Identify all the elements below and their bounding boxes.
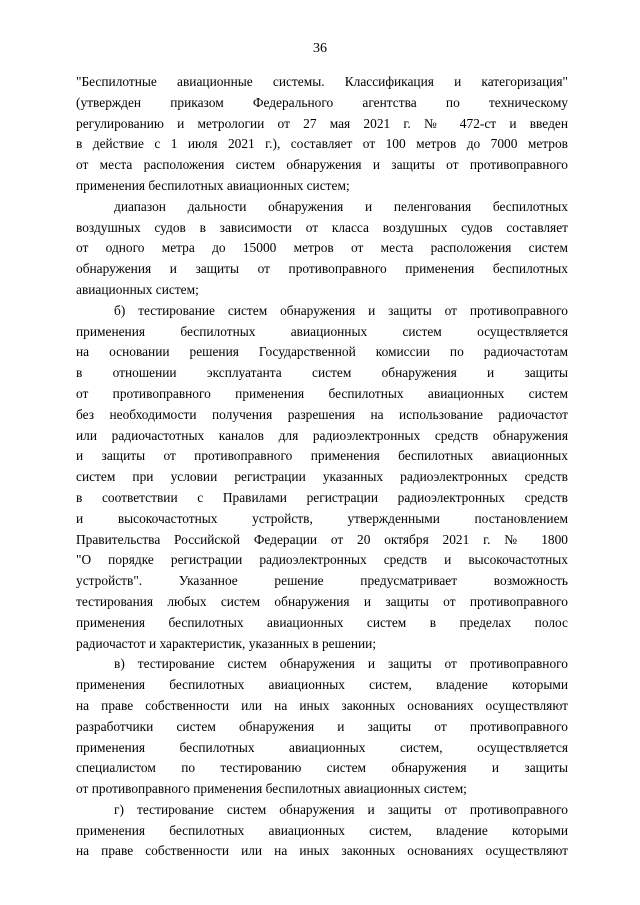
text-line: (утвержден приказом Федерального агентства по техническому: [76, 94, 568, 110]
text-line: от места расположения систем обнаружения и защиты от противоправного: [76, 157, 568, 173]
text-line: устройств". Указанное решение предусматривает возможность: [76, 573, 568, 589]
text-line: Правительства Российской Федерации от 20 октября 2021 г. № 1800: [76, 531, 568, 547]
text-line: г) тестирование систем обнаружения и защиты от противоправного: [114, 801, 568, 817]
text-line: без необходимости получения разрешения на использование радиочастот: [76, 406, 568, 422]
text-line: в) тестирование систем обнаружения и защиты от противоправного: [114, 656, 568, 672]
text-line: на праве собственности или на иных законных основаниях осуществляют: [76, 697, 568, 713]
text-line: применения беспилотных авиационных систем, владение которыми: [76, 677, 568, 693]
text-line: "Беспилотные авиационные системы. Классификация и категоризация": [76, 74, 568, 89]
text-line: и защиты от противоправного применения беспилотных авиационных: [76, 448, 568, 464]
text-line: тестирования любых систем обнаружения и защиты от противоправного: [76, 593, 568, 609]
text-line: на основании решения Государственной комиссии по радиочастотам: [76, 344, 568, 360]
text-line: разработчики систем обнаружения и защиты от противоправного: [76, 718, 568, 734]
text-line: применения беспилотных авиационных систем, владение которыми: [76, 822, 568, 838]
document-body: [76, 72, 568, 862]
text-line: авиационных систем;: [76, 281, 199, 297]
text-line: применения беспилотных авиационных систем осуществляется: [76, 323, 568, 339]
text-line: обнаружения и защиты от противоправного применения беспилотных: [76, 261, 568, 277]
text-line: специалистом по тестированию систем обнаружения и защиты: [76, 760, 568, 776]
text-line: и высокочастотных устройств, утвержденными постановлением: [76, 510, 568, 526]
text-line: применения беспилотных авиационных систем, осуществляется: [76, 739, 568, 755]
text-line: от противоправного применения беспилотных авиационных систем;: [76, 781, 467, 797]
text-line: или радиочастотных каналов для радиоэлектронных средств обнаружения: [76, 427, 568, 443]
text-line: применения беспилотных авиационных систем;: [76, 177, 350, 193]
text-line: в действие с 1 июля 2021 г.), составляет от 100 метров до 7000 метров: [76, 136, 568, 152]
text-line: "О порядке регистрации радиоэлектронных средств и высокочастотных: [76, 552, 568, 568]
text-line: систем при условии регистрации указанных радиоэлектронных средств: [76, 469, 568, 485]
text-line: в соответствии с Правилами регистрации радиоэлектронных средств: [76, 489, 568, 505]
text-line: на праве собственности или на иных законных основаниях осуществляют: [76, 843, 568, 859]
text-line: воздушных судов в зависимости от класса воздушных судов составляет: [76, 219, 568, 235]
text-line: в отношении эксплуатанта систем обнаружения и защиты: [76, 365, 568, 381]
text-line: радиочастот и характеристик, указанных в решении;: [76, 635, 377, 651]
text-line: от противоправного применения беспилотных авиационных систем: [76, 385, 568, 401]
text-line: от одного метра до 15000 метров от места расположения систем: [76, 240, 568, 256]
text-line: регулированию и метрологии от 27 мая 2021 г. № 472-ст и введен: [76, 115, 568, 131]
text-line: применения беспилотных авиационных систем в пределах полос: [76, 614, 568, 630]
text-line: б) тестирование систем обнаружения и защиты от противоправного: [114, 302, 568, 318]
page-number: 36: [313, 41, 327, 56]
text-line: диапазон дальности обнаружения и пеленгования беспилотных: [114, 198, 568, 214]
